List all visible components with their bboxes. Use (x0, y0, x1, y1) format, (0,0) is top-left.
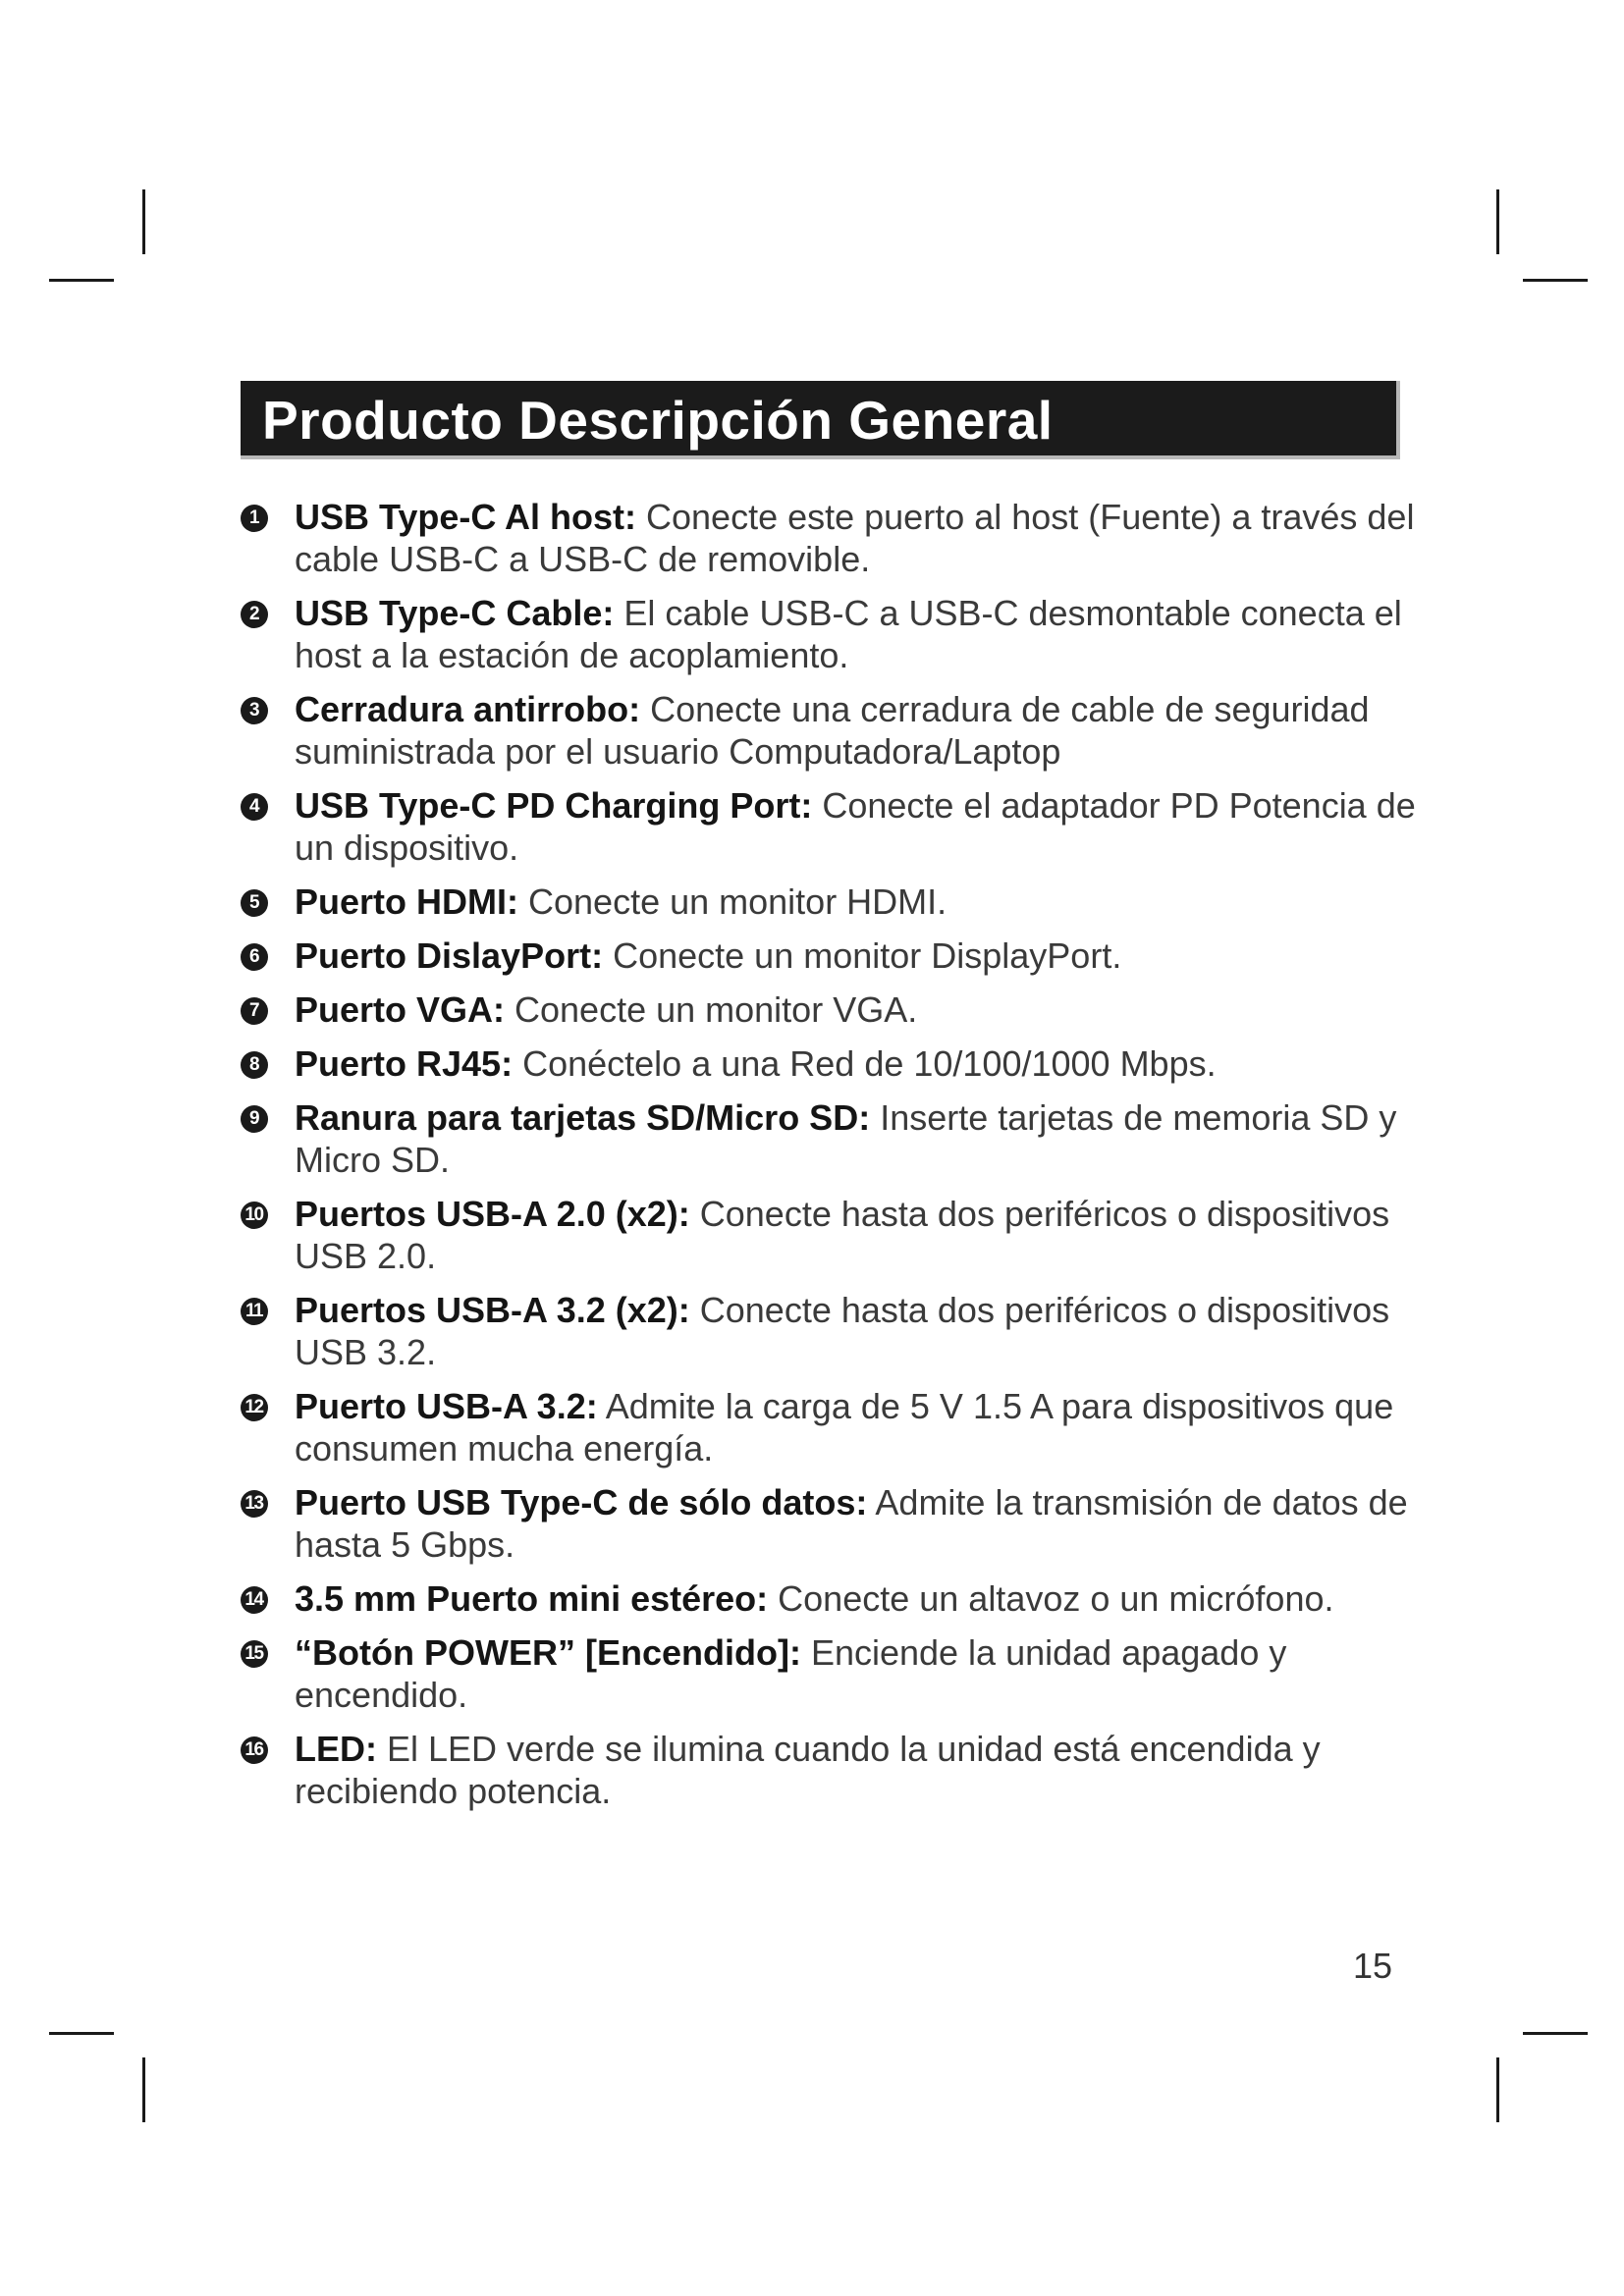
item-number-badge: 9 (241, 1105, 268, 1133)
section-heading: Producto Descripción General (262, 390, 1054, 451)
item-number-badge: 15 (241, 1640, 268, 1668)
page-number: 15 (1352, 1946, 1392, 1986)
list-item (241, 1728, 1419, 1812)
item-label: 3.5 mm Puerto mini estéreo: (295, 1578, 769, 1619)
list-item (241, 881, 1419, 923)
item-label: Puerto USB-A 3.2: (295, 1386, 598, 1426)
item-description: El cable USB-C a USB-C desmontable conecta el host a la estación de acoplamiento. (295, 593, 1402, 675)
crop-mark-top-right-vertical (1496, 189, 1499, 254)
item-label: Puertos USB-A 3.2 (x2): (295, 1290, 690, 1330)
list-item (241, 988, 1419, 1031)
list-item (241, 1481, 1419, 1566)
item-number-badge: 14 (241, 1586, 268, 1614)
item-description: Conecte un altavoz o un micrófono. (768, 1578, 1334, 1619)
item-label: LED: (295, 1729, 377, 1769)
item-description: Admite la carga de 5 V 1.5 A para dispositivos que consumen mucha energía. (295, 1386, 1394, 1468)
crop-mark-bottom-left-vertical (142, 2057, 145, 2122)
list-item (241, 1385, 1419, 1469)
item-label: Cerradura antirrobo: (295, 689, 641, 729)
item-label: Puertos USB-A 2.0 (x2): (295, 1194, 690, 1234)
list-item (241, 1631, 1419, 1716)
item-label: Puerto USB Type-C de sólo datos: (295, 1482, 868, 1522)
item-number-badge: 10 (241, 1201, 268, 1229)
item-number-badge: 3 (241, 697, 268, 724)
crop-mark-top-right-horizontal (1523, 279, 1588, 282)
item-label: “Botón POWER” [Encendido]: (295, 1632, 801, 1673)
crop-mark-bottom-right-horizontal (1523, 2032, 1588, 2035)
item-label: Ranura para tarjetas SD/Micro SD: (295, 1097, 871, 1138)
crop-mark-top-left-vertical (142, 189, 145, 254)
item-number-badge: 12 (241, 1394, 268, 1421)
list-item (241, 934, 1419, 977)
crop-mark-bottom-right-vertical (1496, 2057, 1499, 2122)
item-label: USB Type-C Al host: (295, 497, 636, 537)
item-description: Conecte hasta dos periféricos o dispositivos USB 2.0. (295, 1194, 1390, 1276)
crop-mark-top-left-horizontal (49, 279, 114, 282)
crop-mark-bottom-left-horizontal (49, 2032, 114, 2035)
item-description: Conecte hasta dos periféricos o dispositivos USB 3.2. (295, 1290, 1390, 1372)
item-description: Conecte el adaptador PD Potencia de un dispositivo. (295, 785, 1416, 868)
list-item (241, 1289, 1419, 1373)
item-label: USB Type-C Cable: (295, 593, 615, 633)
item-number-badge: 6 (241, 943, 268, 971)
item-number-badge: 4 (241, 793, 268, 821)
item-number-badge: 2 (241, 601, 268, 628)
item-description: Conecte un monitor HDMI. (518, 881, 947, 922)
item-label: Puerto HDMI: (295, 881, 518, 922)
list-item (241, 1577, 1419, 1620)
item-label: USB Type-C PD Charging Port: (295, 785, 813, 826)
item-description: Inserte tarjetas de memoria SD y Micro SD. (295, 1097, 1397, 1180)
item-description: Conecte una cerradura de cable de seguridad suministrada por el usuario Computadora/Laptop (295, 689, 1370, 772)
list-item (241, 496, 1419, 580)
item-number-badge: 13 (241, 1490, 268, 1518)
item-description: El LED verde se ilumina cuando la unidad está encendida y recibiendo potencia. (295, 1729, 1321, 1811)
list-item (241, 1096, 1419, 1181)
item-description: Conecte este puerto al host (Fuente) a través del cable USB-C a USB-C de removible. (295, 497, 1415, 579)
list-item (241, 1042, 1419, 1085)
item-number-badge: 7 (241, 997, 268, 1025)
list-item (241, 592, 1419, 676)
item-number-badge: 11 (241, 1298, 268, 1325)
list-item (241, 1193, 1419, 1277)
section-heading-bar (241, 381, 1400, 459)
item-label: Puerto DislayPort: (295, 935, 604, 976)
item-label: Puerto VGA: (295, 989, 506, 1030)
item-description: Conéctelo a una Red de 10/100/1000 Mbps. (513, 1043, 1217, 1084)
item-number-badge: 1 (241, 505, 268, 532)
item-description: Conecte un monitor VGA. (505, 989, 918, 1030)
item-label: Puerto RJ45: (295, 1043, 514, 1084)
item-description: Enciende la unidad apagado y encendido. (295, 1632, 1287, 1715)
item-number-badge: 16 (241, 1736, 268, 1764)
item-number-badge: 5 (241, 889, 268, 917)
list-item (241, 784, 1419, 869)
list-item (241, 688, 1419, 773)
item-description: Admite la transmisión de datos de hasta 5 Gbps. (295, 1482, 1408, 1565)
item-number-badge: 8 (241, 1051, 268, 1079)
item-description: Conecte un monitor DisplayPort. (603, 935, 1122, 976)
product-overview-list (241, 496, 1419, 1812)
